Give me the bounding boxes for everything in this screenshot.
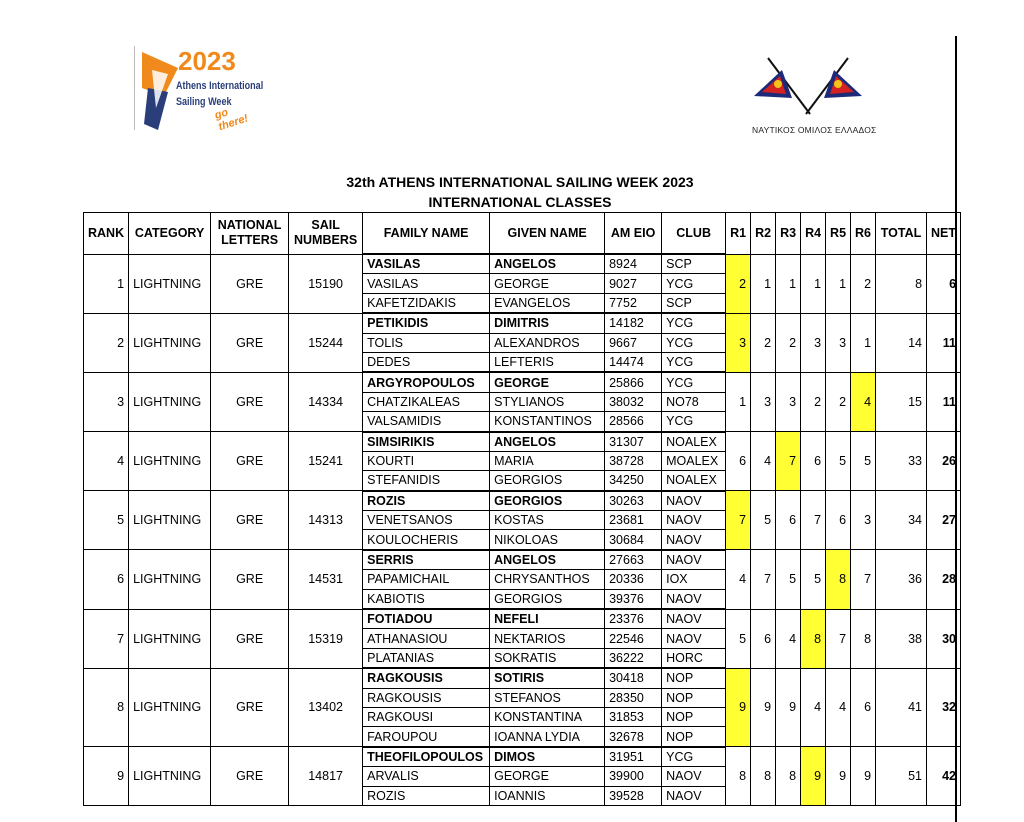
race-r2-cell: 4 <box>751 432 776 491</box>
family-name-cell: PETIKIDIS <box>363 313 490 333</box>
club-cell: YCG <box>662 274 726 293</box>
table-row <box>84 668 961 688</box>
col-header-family-name: FAMILY NAME <box>363 213 490 255</box>
race-r3-cell: 3 <box>776 372 801 431</box>
race-r6-cell: 8 <box>851 609 876 668</box>
club-cell: NAOV <box>662 491 726 511</box>
club-cell: YCG <box>662 352 726 372</box>
given-name-cell: NEFELI <box>490 609 605 629</box>
race-r3-cell: 5 <box>776 550 801 609</box>
race-r1-cell: 5 <box>726 609 751 668</box>
national-letters-cell: GRE <box>211 254 289 313</box>
col-header-total: TOTAL <box>876 213 927 255</box>
race-r4-cell: 7 <box>801 491 826 550</box>
race-r6-cell: 1 <box>851 313 876 372</box>
rank-cell: 8 <box>84 668 129 747</box>
club-cell: NAOV <box>662 511 726 530</box>
family-name-cell: KOULOCHERIS <box>363 530 490 550</box>
sail-number-cell: 14531 <box>289 550 363 609</box>
given-name-cell: GEORGIOS <box>490 589 605 609</box>
am-eio-cell: 36222 <box>605 648 662 668</box>
club-cell: YCG <box>662 747 726 767</box>
family-name-cell: CHATZIKALEAS <box>363 392 490 411</box>
given-name-cell: NEKTARIOS <box>490 629 605 648</box>
sail-number-cell: 15244 <box>289 313 363 372</box>
am-eio-cell: 34250 <box>605 471 662 491</box>
club-cell: NAOV <box>662 550 726 570</box>
given-name-cell: GEORGE <box>490 767 605 786</box>
family-name-cell: VASILAS <box>363 254 490 274</box>
col-header-r3: R3 <box>776 213 801 255</box>
given-name-cell: IOANNA LYDIA <box>490 727 605 747</box>
race-r4-cell: 1 <box>801 254 826 313</box>
national-letters-cell: GRE <box>211 550 289 609</box>
race-r4-cell: 9 <box>801 747 826 806</box>
col-header-national-letters: NATIONAL LETTERS <box>211 213 289 255</box>
race-r6-cell: 4 <box>851 372 876 431</box>
table-row <box>84 254 961 274</box>
given-name-cell: DIMITRIS <box>490 313 605 333</box>
am-eio-cell: 9027 <box>605 274 662 293</box>
given-name-cell: EVANGELOS <box>490 293 605 313</box>
given-name-cell: MARIA <box>490 451 605 470</box>
race-r2-cell: 7 <box>751 550 776 609</box>
header-row <box>84 213 961 255</box>
given-name-cell: IOANNIS <box>490 786 605 805</box>
race-r5-cell: 6 <box>826 491 851 550</box>
net-cell: 11 <box>927 372 961 431</box>
net-cell: 30 <box>927 609 961 668</box>
race-r6-cell: 6 <box>851 668 876 747</box>
national-letters-cell: GRE <box>211 668 289 747</box>
given-name-cell: SOTIRIS <box>490 668 605 688</box>
table-row <box>84 609 961 629</box>
logo-line-2: Sailing Week <box>176 96 232 108</box>
category-cell: LIGHTNING <box>129 609 211 668</box>
table-row <box>84 550 961 570</box>
am-eio-cell: 39376 <box>605 589 662 609</box>
race-r2-cell: 5 <box>751 491 776 550</box>
club-cell: YCG <box>662 372 726 392</box>
category-cell: LIGHTNING <box>129 254 211 313</box>
given-name-cell: CHRYSANTHOS <box>490 570 605 589</box>
given-name-cell: GEORGE <box>490 274 605 293</box>
am-eio-cell: 7752 <box>605 293 662 313</box>
race-r5-cell: 4 <box>826 668 851 747</box>
race-r5-cell: 8 <box>826 550 851 609</box>
am-eio-cell: 9667 <box>605 333 662 352</box>
race-r1-cell: 6 <box>726 432 751 491</box>
logo-tagline: go there! <box>213 106 250 134</box>
col-header-given-name: GIVEN NAME <box>490 213 605 255</box>
given-name-cell: ANGELOS <box>490 550 605 570</box>
family-name-cell: VALSAMIDIS <box>363 412 490 432</box>
rank-cell: 9 <box>84 747 129 806</box>
race-r2-cell: 2 <box>751 313 776 372</box>
family-name-cell: FAROUPOU <box>363 727 490 747</box>
col-header-am-eio: AM EIO <box>605 213 662 255</box>
logo-year: 2023 <box>178 46 236 76</box>
race-r3-cell: 8 <box>776 747 801 806</box>
given-name-cell: KOSTAS <box>490 511 605 530</box>
club-cell: NAOV <box>662 767 726 786</box>
col-header-rank: RANK <box>84 213 129 255</box>
table-row <box>84 491 961 511</box>
family-name-cell: THEOFILOPOULOS <box>363 747 490 767</box>
club-cell: SCP <box>662 293 726 313</box>
given-name-cell: DIMOS <box>490 747 605 767</box>
rank-cell: 3 <box>84 372 129 431</box>
race-r4-cell: 5 <box>801 550 826 609</box>
results-body <box>84 254 961 805</box>
family-name-cell: ROZIS <box>363 491 490 511</box>
family-name-cell: SERRIS <box>363 550 490 570</box>
family-name-cell: RAGKOUSI <box>363 707 490 726</box>
sail-number-cell: 15190 <box>289 254 363 313</box>
total-cell: 41 <box>876 668 927 747</box>
family-name-cell: FOTIADOU <box>363 609 490 629</box>
family-name-cell: STEFANIDIS <box>363 471 490 491</box>
am-eio-cell: 23376 <box>605 609 662 629</box>
total-cell: 8 <box>876 254 927 313</box>
total-cell: 51 <box>876 747 927 806</box>
given-name-cell: ANGELOS <box>490 254 605 274</box>
race-r2-cell: 8 <box>751 747 776 806</box>
family-name-cell: RAGKOUSIS <box>363 688 490 707</box>
am-eio-cell: 20336 <box>605 570 662 589</box>
race-r4-cell: 3 <box>801 313 826 372</box>
am-eio-cell: 14182 <box>605 313 662 333</box>
given-name-cell: STYLIANOS <box>490 392 605 411</box>
race-r4-cell: 4 <box>801 668 826 747</box>
category-cell: LIGHTNING <box>129 668 211 747</box>
given-name-cell: GEORGIOS <box>490 491 605 511</box>
race-r1-cell: 9 <box>726 668 751 747</box>
race-r6-cell: 9 <box>851 747 876 806</box>
net-cell: 11 <box>927 313 961 372</box>
national-letters-cell: GRE <box>211 313 289 372</box>
club-cell: IOX <box>662 570 726 589</box>
family-name-cell: PLATANIAS <box>363 648 490 668</box>
rank-cell: 2 <box>84 313 129 372</box>
club-cell: NOALEX <box>662 471 726 491</box>
race-r6-cell: 2 <box>851 254 876 313</box>
race-r3-cell: 9 <box>776 668 801 747</box>
logo-divider <box>134 46 135 130</box>
family-name-cell: KOURTI <box>363 451 490 470</box>
race-r3-cell: 2 <box>776 313 801 372</box>
category-cell: LIGHTNING <box>129 491 211 550</box>
race-r4-cell: 8 <box>801 609 826 668</box>
sail-number-cell: 15319 <box>289 609 363 668</box>
sailing-week-logo <box>134 42 264 134</box>
club-cell: NOP <box>662 707 726 726</box>
national-letters-cell: GRE <box>211 491 289 550</box>
given-name-cell: SOKRATIS <box>490 648 605 668</box>
race-r1-cell: 4 <box>726 550 751 609</box>
net-cell: 28 <box>927 550 961 609</box>
total-cell: 34 <box>876 491 927 550</box>
am-eio-cell: 39528 <box>605 786 662 805</box>
race-r1-cell: 2 <box>726 254 751 313</box>
total-cell: 33 <box>876 432 927 491</box>
given-name-cell: STEFANOS <box>490 688 605 707</box>
family-name-cell: KAFETZIDAKIS <box>363 293 490 313</box>
net-cell: 26 <box>927 432 961 491</box>
am-eio-cell: 31853 <box>605 707 662 726</box>
sail-number-cell: 13402 <box>289 668 363 747</box>
rank-cell: 4 <box>84 432 129 491</box>
am-eio-cell: 38032 <box>605 392 662 411</box>
family-name-cell: VENETSANOS <box>363 511 490 530</box>
given-name-cell: GEORGE <box>490 372 605 392</box>
national-letters-cell: GRE <box>211 747 289 806</box>
race-r3-cell: 6 <box>776 491 801 550</box>
race-r3-cell: 1 <box>776 254 801 313</box>
race-r3-cell: 4 <box>776 609 801 668</box>
am-eio-cell: 39900 <box>605 767 662 786</box>
race-r6-cell: 7 <box>851 550 876 609</box>
rank-cell: 6 <box>84 550 129 609</box>
club-cell: HORC <box>662 648 726 668</box>
given-name-cell: KONSTANTINA <box>490 707 605 726</box>
race-r4-cell: 2 <box>801 372 826 431</box>
am-eio-cell: 38728 <box>605 451 662 470</box>
club-cell: NOP <box>662 668 726 688</box>
club-cell: NOP <box>662 727 726 747</box>
total-cell: 14 <box>876 313 927 372</box>
club-cell: NOP <box>662 688 726 707</box>
category-cell: LIGHTNING <box>129 313 211 372</box>
am-eio-cell: 25866 <box>605 372 662 392</box>
am-eio-cell: 28350 <box>605 688 662 707</box>
race-r1-cell: 3 <box>726 313 751 372</box>
am-eio-cell: 32678 <box>605 727 662 747</box>
am-eio-cell: 22546 <box>605 629 662 648</box>
family-name-cell: ARGYROPOULOS <box>363 372 490 392</box>
col-header-r4: R4 <box>801 213 826 255</box>
race-r5-cell: 1 <box>826 254 851 313</box>
table-row <box>84 432 961 452</box>
given-name-cell: KONSTANTINOS <box>490 412 605 432</box>
category-cell: LIGHTNING <box>129 432 211 491</box>
am-eio-cell: 27663 <box>605 550 662 570</box>
logo-line-1: Athens International <box>176 80 264 92</box>
total-cell: 36 <box>876 550 927 609</box>
am-eio-cell: 8924 <box>605 254 662 274</box>
given-name-cell: GEORGIOS <box>490 471 605 491</box>
club-cell: NAOV <box>662 530 726 550</box>
col-header-r2: R2 <box>751 213 776 255</box>
results-table <box>83 212 961 806</box>
am-eio-cell: 31951 <box>605 747 662 767</box>
family-name-cell: DEDES <box>363 352 490 372</box>
club-cell: NAOV <box>662 609 726 629</box>
sail-number-cell: 15241 <box>289 432 363 491</box>
crossed-flags-icon <box>748 52 878 122</box>
club-cell: YCG <box>662 412 726 432</box>
category-cell: LIGHTNING <box>129 372 211 431</box>
race-r5-cell: 2 <box>826 372 851 431</box>
race-r2-cell: 9 <box>751 668 776 747</box>
net-cell: 42 <box>927 747 961 806</box>
race-r4-cell: 6 <box>801 432 826 491</box>
given-name-cell: NIKOLOAS <box>490 530 605 550</box>
col-header-club: CLUB <box>662 213 726 255</box>
club-cell: YCG <box>662 333 726 352</box>
col-header-sail-numbers: SAIL NUMBERS <box>289 213 363 255</box>
net-cell: 6 <box>927 254 961 313</box>
family-name-cell: ARVALIS <box>363 767 490 786</box>
given-name-cell: LEFTERIS <box>490 352 605 372</box>
family-name-cell: ROZIS <box>363 786 490 805</box>
family-name-cell: ATHANASIOU <box>363 629 490 648</box>
race-r2-cell: 1 <box>751 254 776 313</box>
club-name: ΝΑΥΤΙΚΟΣ ΟΜΙΛΟΣ ΕΛΛΑΔΟΣ <box>752 125 877 135</box>
col-header-net: NET <box>927 213 961 255</box>
page-title: 32th ATHENS INTERNATIONAL SAILING WEEK 2023 <box>346 174 694 190</box>
table-row <box>84 747 961 767</box>
club-cell: NAOV <box>662 786 726 805</box>
net-cell: 32 <box>927 668 961 747</box>
club-cell: NOALEX <box>662 432 726 452</box>
rank-cell: 5 <box>84 491 129 550</box>
category-cell: LIGHTNING <box>129 747 211 806</box>
sail-number-cell: 14313 <box>289 491 363 550</box>
club-cell: NAOV <box>662 589 726 609</box>
table-row <box>84 372 961 392</box>
race-r1-cell: 1 <box>726 372 751 431</box>
given-name-cell: ANGELOS <box>490 432 605 452</box>
national-letters-cell: GRE <box>211 432 289 491</box>
net-cell: 27 <box>927 491 961 550</box>
national-letters-cell: GRE <box>211 372 289 431</box>
club-cell: SCP <box>662 254 726 274</box>
rank-cell: 7 <box>84 609 129 668</box>
col-header-r5: R5 <box>826 213 851 255</box>
race-r3-cell: 7 <box>776 432 801 491</box>
given-name-cell: ALEXANDROS <box>490 333 605 352</box>
col-header-category: CATEGORY <box>129 213 211 255</box>
club-cell: NO78 <box>662 392 726 411</box>
family-name-cell: VASILAS <box>363 274 490 293</box>
race-r5-cell: 9 <box>826 747 851 806</box>
category-cell: LIGHTNING <box>129 550 211 609</box>
am-eio-cell: 30418 <box>605 668 662 688</box>
col-header-r6: R6 <box>851 213 876 255</box>
family-name-cell: SIMSIRIKIS <box>363 432 490 452</box>
am-eio-cell: 30684 <box>605 530 662 550</box>
race-r5-cell: 3 <box>826 313 851 372</box>
race-r1-cell: 7 <box>726 491 751 550</box>
am-eio-cell: 30263 <box>605 491 662 511</box>
col-header-r1: R1 <box>726 213 751 255</box>
race-r2-cell: 6 <box>751 609 776 668</box>
family-name-cell: TOLIS <box>363 333 490 352</box>
total-cell: 15 <box>876 372 927 431</box>
race-r6-cell: 3 <box>851 491 876 550</box>
rank-cell: 1 <box>84 254 129 313</box>
am-eio-cell: 28566 <box>605 412 662 432</box>
race-r2-cell: 3 <box>751 372 776 431</box>
club-cell: MOALEX <box>662 451 726 470</box>
club-cell: YCG <box>662 313 726 333</box>
family-name-cell: KABIOTIS <box>363 589 490 609</box>
race-r5-cell: 7 <box>826 609 851 668</box>
am-eio-cell: 31307 <box>605 432 662 452</box>
race-r5-cell: 5 <box>826 432 851 491</box>
sail-number-cell: 14817 <box>289 747 363 806</box>
family-name-cell: PAPAMICHAIL <box>363 570 490 589</box>
sail-number-cell: 14334 <box>289 372 363 431</box>
club-cell: NAOV <box>662 629 726 648</box>
race-r6-cell: 5 <box>851 432 876 491</box>
total-cell: 38 <box>876 609 927 668</box>
family-name-cell: RAGKOUSIS <box>363 668 490 688</box>
table-row <box>84 313 961 333</box>
national-letters-cell: GRE <box>211 609 289 668</box>
am-eio-cell: 14474 <box>605 352 662 372</box>
race-r1-cell: 8 <box>726 747 751 806</box>
am-eio-cell: 23681 <box>605 511 662 530</box>
page-subtitle: INTERNATIONAL CLASSES <box>428 194 612 210</box>
